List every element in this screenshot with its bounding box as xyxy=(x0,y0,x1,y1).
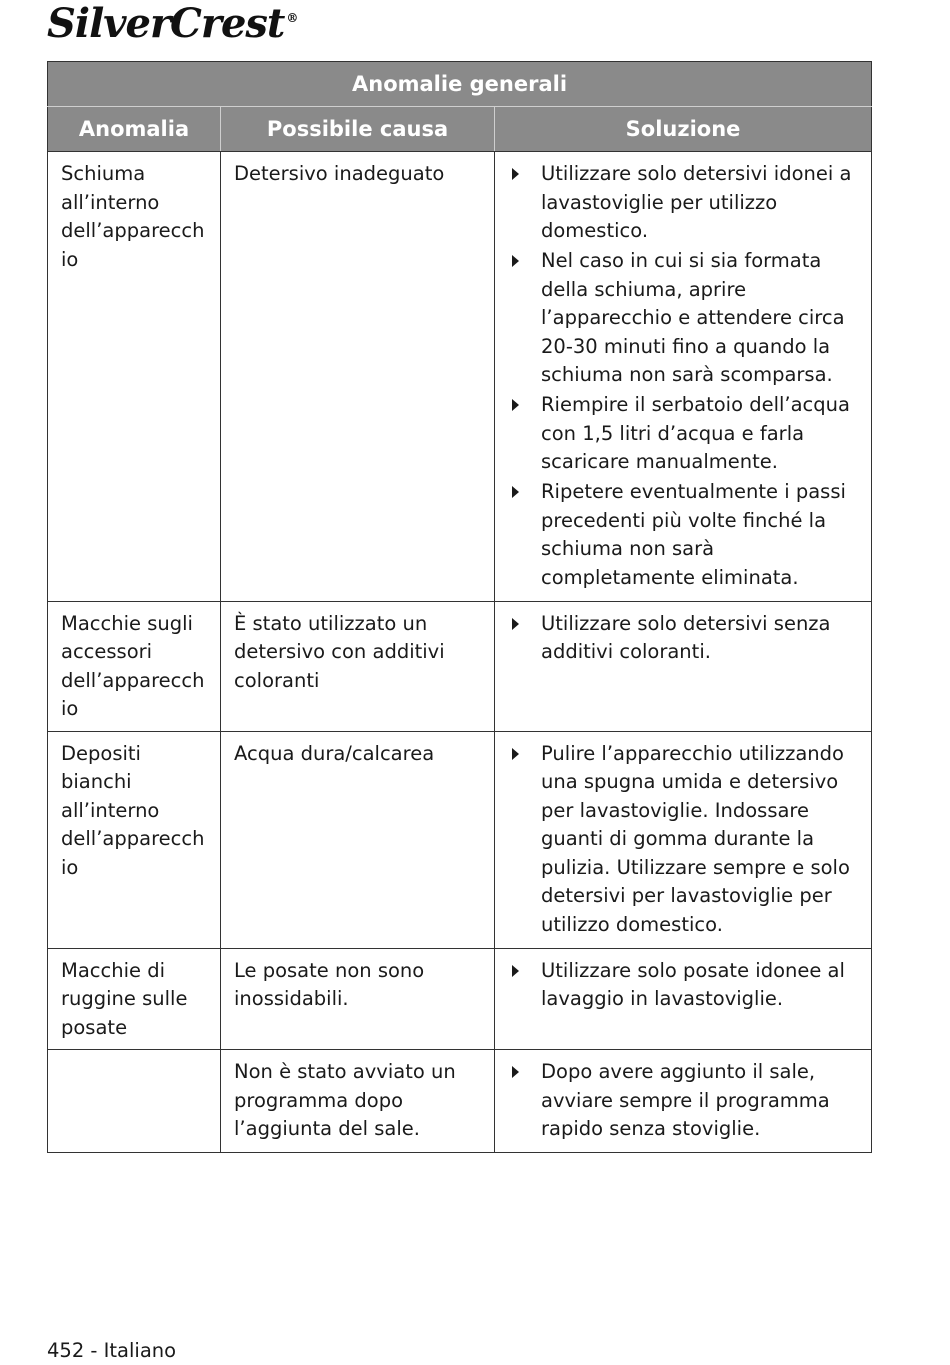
anomaly-cell: Macchie sugli accessori dell’apparecchio xyxy=(48,601,221,731)
solution-item: Utilizzare solo posate idonee al lavaggio in lavastoviglie. xyxy=(509,957,857,1014)
bullet-arrow-icon xyxy=(509,1058,523,1086)
solution-cell xyxy=(495,601,872,731)
cause-cell: Non è stato avviato un programma dopo l’aggiunta del sale. xyxy=(221,1050,495,1153)
solution-item: Utilizzare solo detersivi idonei a lavastoviglie per utilizzo domestico. xyxy=(509,160,857,246)
solution-cell xyxy=(495,1050,872,1153)
cause-cell: È stato utilizzato un detersivo con additivi coloranti xyxy=(221,601,495,731)
anomaly-cell: Depositi bianchi all’interno dell’apparecchio xyxy=(48,731,221,948)
table-row xyxy=(48,1050,872,1153)
bullet-arrow-icon xyxy=(509,160,523,188)
solution-cell xyxy=(495,152,872,602)
cause-cell: Acqua dura/calcarea xyxy=(221,731,495,948)
table-row xyxy=(48,152,872,602)
solution-item: Utilizzare solo detersivi senza additivi coloranti. xyxy=(509,610,857,667)
solution-cell xyxy=(495,731,872,948)
solution-item: Nel caso in cui si sia formata della schiuma, aprire l’apparecchio e attendere circa 20-30 minuti fino a quando la schiuma non sarà scomparsa. xyxy=(509,247,857,390)
table-row xyxy=(48,731,872,948)
bullet-arrow-icon xyxy=(509,957,523,985)
anomaly-cell: Schiuma all’interno dell’apparecchio xyxy=(48,152,221,602)
column-header-anomaly: Anomalia xyxy=(48,107,221,152)
bullet-arrow-icon xyxy=(509,610,523,638)
anomaly-cell: Macchie di ruggine sulle posate xyxy=(48,948,221,1050)
page-footer: 452 - Italiano xyxy=(47,1339,177,1362)
registered-mark: ® xyxy=(286,11,298,25)
solution-item: Pulire l’apparecchio utilizzando una spugna umida e detersivo per lavastoviglie. Indossare guanti di gomma durante la pulizia. Utilizzare sempre e solo detersivi per lavastoviglie per utilizzo domestico. xyxy=(509,740,857,940)
anomaly-cell xyxy=(48,1050,221,1153)
brand-name: SilverCrest xyxy=(47,0,285,47)
troubleshooting-table xyxy=(47,61,872,1153)
table-row xyxy=(48,948,872,1050)
cause-cell: Detersivo inadeguato xyxy=(221,152,495,602)
solution-cell xyxy=(495,948,872,1050)
solution-item: Ripetere eventualmente i passi precedenti più volte finché la schiuma non sarà completamente eliminata. xyxy=(509,478,857,592)
cause-cell: Le posate non sono inossidabili. xyxy=(221,948,495,1050)
brand-logo xyxy=(47,0,297,48)
column-header-solution: Soluzione xyxy=(495,107,872,152)
solution-item: Riempire il serbatoio dell’acqua con 1,5 litri d’acqua e farla scaricare manualmente. xyxy=(509,391,857,477)
bullet-arrow-icon xyxy=(509,478,523,506)
solution-item: Dopo avere aggiunto il sale, avviare sempre il programma rapido senza stoviglie. xyxy=(509,1058,857,1144)
bullet-arrow-icon xyxy=(509,740,523,768)
bullet-arrow-icon xyxy=(509,247,523,275)
table-title: Anomalie generali xyxy=(48,62,872,107)
table-row xyxy=(48,601,872,731)
column-header-cause: Possibile causa xyxy=(221,107,495,152)
bullet-arrow-icon xyxy=(509,391,523,419)
